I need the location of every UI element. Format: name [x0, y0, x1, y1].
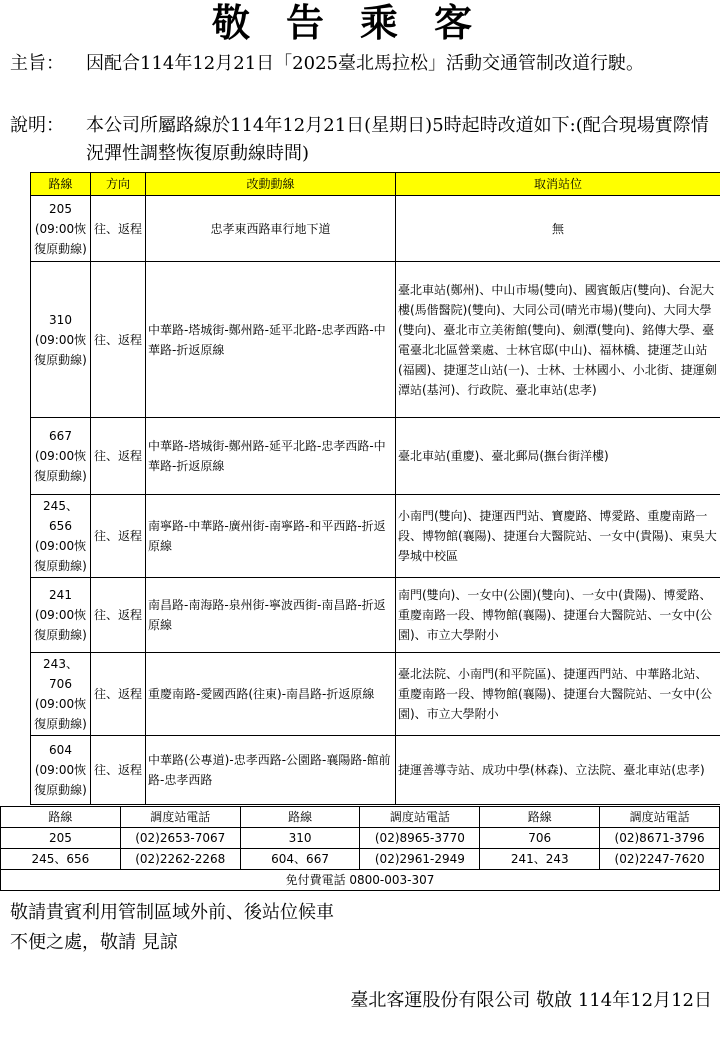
header-direction: 方向	[91, 173, 146, 196]
header-cancelled: 取消站位	[396, 173, 720, 196]
detour-cell	[146, 418, 396, 495]
direction-text: 往、返程	[93, 221, 142, 236]
phone-header: 路線	[1, 807, 121, 828]
phone-header: 調度站電話	[360, 807, 480, 828]
subject-text: 因配合114年12月21日「2025臺北馬拉松」活動交通管制改道行駛。	[86, 53, 644, 74]
direction-cell	[91, 262, 146, 418]
route-cell	[31, 578, 91, 653]
cancelled-cell	[396, 653, 720, 736]
cancelled-stops: 捷運善導寺站、成功中學(林森)、立法院、臺北車站(忠孝)	[398, 763, 705, 777]
detour-text: 中華路(公專道)-忠孝西路-公園路-襄陽路-館前路-忠孝西路	[148, 753, 391, 787]
route-cell	[31, 196, 91, 262]
toll-free-row	[1, 870, 720, 891]
cancelled-cell	[396, 262, 720, 418]
restore-time: (09:00恢復原動線)	[34, 221, 87, 256]
description-text: 本公司所屬路線於114年12月21日(星期日)5時起時改道如下:(配合現場實際情況彈性調整恢復原動線時間)	[86, 115, 709, 164]
direction-text: 往、返程	[93, 687, 142, 701]
description-label: 說明：	[10, 115, 64, 136]
route-row	[31, 418, 720, 495]
direction-cell	[91, 578, 146, 653]
phone-route: 706	[480, 828, 600, 849]
phone-number: (02)2247-7620	[600, 849, 720, 870]
detour-text: 重慶南路-愛國西路(往東)-南昌路-折返原線	[148, 687, 375, 701]
toll-free-number: 免付費電話 0800-003-307	[1, 870, 720, 891]
direction-text: 往、返程	[93, 608, 142, 622]
route-row	[31, 578, 720, 653]
detour-text: 中華路-塔城街-鄭州路-延平北路-忠孝西路-中華路-折返原線	[148, 439, 386, 473]
direction-cell	[91, 418, 146, 495]
phone-route: 310	[240, 828, 360, 849]
phone-route: 604、667	[240, 849, 360, 870]
phone-number: (02)2262-2268	[120, 849, 240, 870]
restore-time: (09:00恢復原動線)	[34, 539, 87, 573]
cancelled-cell	[396, 418, 720, 495]
direction-cell	[91, 196, 146, 262]
route-row	[31, 736, 720, 805]
dispatch-phone-table	[0, 806, 720, 891]
route-row	[31, 262, 720, 418]
route-table-header	[31, 173, 720, 196]
restore-time: (09:00恢復原動線)	[34, 608, 87, 642]
restore-time: (09:00恢復原動線)	[34, 332, 87, 367]
cancelled-stops: 小南門(雙向)、捷運西門站、寶慶路、博愛路、重慶南路一段、博物館(襄陽)、捷運台大醫院站、一女中(貴陽)、東吳大學城中校區	[398, 509, 717, 563]
cancelled-stops: 臺北法院、小南門(和平院區)、捷運西門站、中華路北站、重慶南路一段、博物館(襄陽)、捷運台大醫院站、一女中(公園)、市立大學附小	[398, 667, 713, 721]
route-cell	[31, 495, 91, 578]
phone-table-header	[1, 807, 720, 828]
route-cell	[31, 736, 91, 805]
detour-cell	[146, 495, 396, 578]
footer-apology: 不便之處，敬請 見諒	[10, 932, 178, 953]
restore-time: (09:00恢復原動線)	[34, 697, 87, 731]
phone-route: 245、656	[1, 849, 121, 870]
route-number: 604	[49, 743, 72, 757]
detour-text: 中華路-塔城街-鄭州路-延平北路-忠孝西路-中華路-折返原線	[148, 322, 386, 357]
detour-cell	[146, 653, 396, 736]
phone-number: (02)8965-3770	[360, 828, 480, 849]
cancelled-stops: 臺北車站(鄭州)、中山市場(雙向)、國賓飯店(雙向)、台泥大樓(馬偕醫院)(雙向)、大同公司(晴光市場)(雙向)、大同大學(雙向)、臺北市立美術館(雙向)、劍潭(雙向)、銘傳大學、臺電臺北北區營業處、士林官邸(中山)、福林橋、捷運芝山站(福國)、捷運芝山站(一)、士林、士林國小、小北街、捷運劍潭站(基河)、行政院、臺北車站(忠孝)	[398, 282, 717, 397]
detour-cell	[146, 578, 396, 653]
page-title: 敬告乘客	[211, 0, 508, 45]
route-cell	[31, 418, 91, 495]
header-detour: 改動動線	[146, 173, 396, 196]
direction-cell	[91, 653, 146, 736]
phone-header: 調度站電話	[600, 807, 720, 828]
detour-cell	[146, 196, 396, 262]
cancelled-cell	[396, 196, 720, 262]
direction-text: 往、返程	[93, 529, 142, 543]
direction-text: 往、返程	[93, 449, 142, 463]
route-cell	[31, 653, 91, 736]
route-number: 243、706	[43, 657, 78, 691]
cancelled-stops: 無	[551, 221, 564, 236]
phone-number: (02)8671-3796	[600, 828, 720, 849]
direction-cell	[91, 495, 146, 578]
cancelled-cell	[396, 736, 720, 805]
detour-cell	[146, 736, 396, 805]
direction-cell	[91, 736, 146, 805]
phone-route: 205	[1, 828, 121, 849]
cancelled-cell	[396, 578, 720, 653]
detour-text: 南寧路-中華路-廣州街-南寧路-和平西路-折返原線	[148, 519, 386, 553]
route-row	[31, 495, 720, 578]
footer-request: 敬請貴賓利用管制區域外前、後站位候車	[10, 902, 334, 923]
phone-header: 調度站電話	[120, 807, 240, 828]
route-detour-table	[30, 172, 720, 805]
route-number: 205	[49, 201, 72, 216]
route-number: 310	[49, 312, 72, 327]
phone-number: (02)2653-7067	[120, 828, 240, 849]
route-cell	[31, 262, 91, 418]
phone-header: 路線	[240, 807, 360, 828]
cancelled-cell	[396, 495, 720, 578]
phone-route: 241、243	[480, 849, 600, 870]
notice-subject	[10, 50, 718, 110]
detour-cell	[146, 262, 396, 418]
route-number: 667	[49, 429, 72, 443]
restore-time: (09:00恢復原動線)	[34, 763, 87, 797]
header-route: 路線	[31, 173, 91, 196]
cancelled-stops: 南門(雙向)、一女中(公園)(雙向)、一女中(貴陽)、博愛路、重慶南路一段、博物館(襄陽)、捷運台大醫院站、一女中(公園)、市立大學附小	[398, 588, 713, 642]
cancelled-stops: 臺北車站(重慶)、臺北郵局(撫台街洋樓)	[398, 449, 609, 463]
signature: 臺北客運股份有限公司 敬啟 114年12月12日	[350, 990, 712, 1011]
detour-text: 南昌路-南海路-泉州街-寧波西街-南昌路-折返原線	[148, 598, 386, 632]
phone-number: (02)2961-2949	[360, 849, 480, 870]
route-number: 241	[49, 588, 72, 602]
restore-time: (09:00恢復原動線)	[34, 449, 87, 483]
phone-row	[1, 828, 720, 849]
subject-label: 主旨：	[10, 53, 64, 74]
route-row	[31, 653, 720, 736]
route-number: 245、656	[43, 499, 78, 533]
phone-row	[1, 849, 720, 870]
notice-description	[10, 112, 718, 172]
route-row	[31, 196, 720, 262]
detour-text: 忠孝東西路車行地下道	[210, 221, 331, 236]
direction-text: 往、返程	[93, 332, 142, 347]
phone-header: 路線	[480, 807, 600, 828]
direction-text: 往、返程	[93, 763, 142, 777]
